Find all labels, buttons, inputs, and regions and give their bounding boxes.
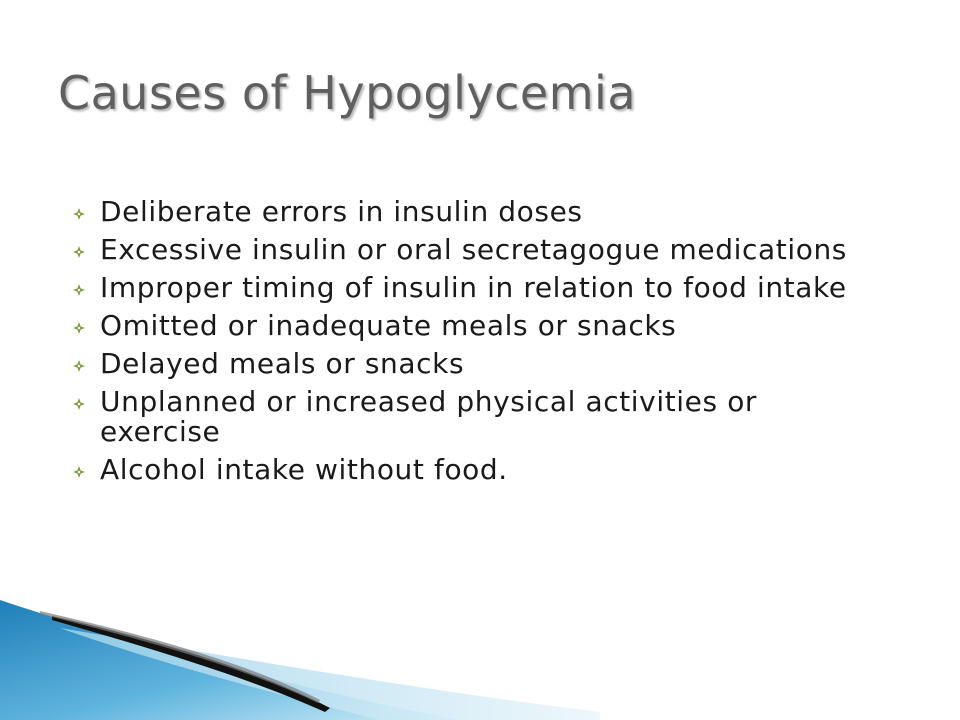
- bullet-text: Delayed meals or snacks: [100, 347, 465, 380]
- bullet-text: Unplanned or increased physical activities or exercise: [100, 385, 758, 448]
- diamond-flower-icon: [73, 246, 85, 258]
- diamond-flower-icon: [73, 208, 85, 220]
- bullet-list: [73, 197, 853, 493]
- bullet-item: [73, 235, 853, 265]
- bullet-text: Excessive insulin or oral secretagogue medications: [100, 233, 847, 266]
- bullet-item: [73, 455, 853, 485]
- diamond-flower-icon: [73, 398, 85, 410]
- diamond-flower-icon: [73, 466, 85, 478]
- bullet-text: Deliberate errors in insulin doses: [100, 195, 583, 228]
- bullet-item: [73, 349, 853, 379]
- blue-wedge-shape: [0, 600, 460, 720]
- bullet-item: [73, 273, 853, 303]
- diamond-flower-icon: [73, 360, 85, 372]
- bullet-text: Improper timing of insulin in relation to food intake: [100, 271, 847, 304]
- bullet-item: [73, 311, 853, 341]
- slide-title: Causes of Hypoglycemia: [58, 66, 637, 120]
- bullet-item: [73, 387, 853, 447]
- bullet-text: Omitted or inadequate meals or snacks: [100, 309, 677, 342]
- dark-stripe-shape: [52, 616, 330, 712]
- diamond-flower-icon: [73, 322, 85, 334]
- light-wedge-shape: [60, 628, 600, 720]
- diamond-flower-icon: [73, 284, 85, 296]
- grey-stripe-shape: [40, 611, 320, 703]
- bullet-text: Alcohol intake without food.: [100, 453, 508, 486]
- bullet-item: [73, 197, 853, 227]
